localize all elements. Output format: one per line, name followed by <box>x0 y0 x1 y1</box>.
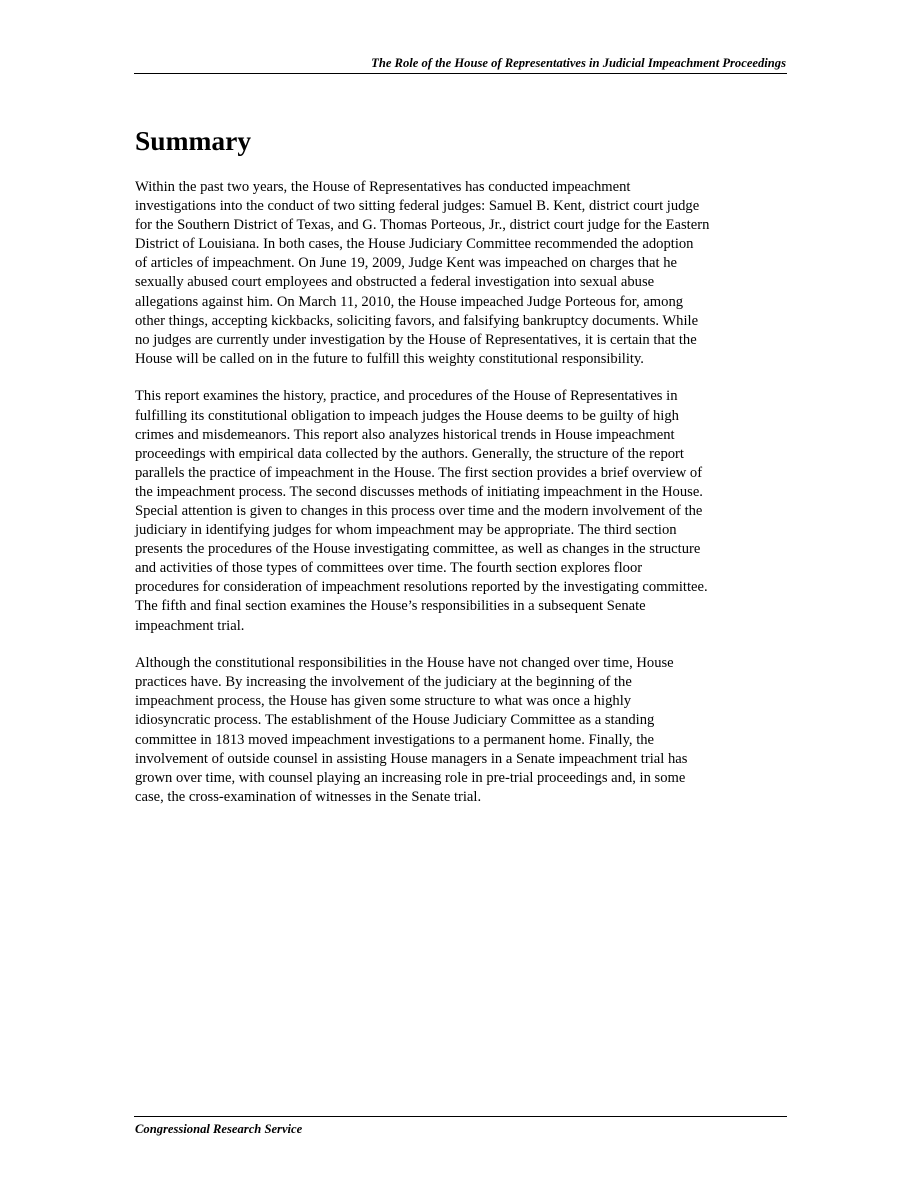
text-line: the impeachment process. The second discusses methods of initiating impeachment in the House. <box>135 483 703 500</box>
text-line: no judges are currently under investigation by the House of Representatives, it is certain that the <box>135 331 697 348</box>
paragraph-2 <box>135 387 795 635</box>
paragraph-3 <box>135 654 795 807</box>
text-line: parallels the practice of impeachment in the House. The first section provides a brief overview of <box>135 464 703 481</box>
text-line: District of Louisiana. In both cases, the House Judiciary Committee recommended the adoption <box>135 236 694 253</box>
text-line: sexually abused court employees and obstructed a federal investigation into sexual abuse <box>135 274 655 291</box>
text-line: practices have. By increasing the involvement of the judiciary at the beginning of the <box>135 674 632 691</box>
text-line: impeachment trial. <box>135 617 245 634</box>
text-line: fulfilling its constitutional obligation to impeach judges the House deems to be guilty of high <box>135 407 679 424</box>
text-line: allegations against him. On March 11, 2010, the House impeached Judge Porteous for, among <box>135 293 684 310</box>
footer-publisher: Congressional Research Service <box>135 1122 303 1136</box>
text-line: crimes and misdemeanors. This report also analyzes historical trends in House impeachment <box>135 426 675 443</box>
text-line: Special attention is given to changes in this process over time and the modern involvement of the <box>135 503 703 519</box>
running-footer <box>134 1116 787 1136</box>
text-line: judiciary in identifying judges for whom impeachment may be appropriate. The third section <box>135 522 677 539</box>
running-header-title: The Role of the House of Representatives in Judicial Impeachment Proceedings <box>371 56 786 70</box>
text-line: House will be called on in the future to fulfill this weighty constitutional responsibility. <box>135 350 644 367</box>
text-line: committee in 1813 moved impeachment investigations to a permanent home. Finally, the <box>135 731 655 748</box>
text-line: involvement of outside counsel in assisting House managers in a Senate impeachment trial has <box>135 750 688 767</box>
page-title: Summary <box>135 125 252 156</box>
text-line: investigations into the conduct of two sitting federal judges: Samuel B. Kent, district court judge <box>135 198 700 215</box>
text-line: Within the past two years, the House of Representatives has conducted impeachment <box>135 179 631 195</box>
text-line: of articles of impeachment. On June 19, 2009, Judge Kent was impeached on charges that he <box>135 255 677 272</box>
text-line: Although the constitutional responsibilities in the House have not changed over time, House <box>135 655 674 672</box>
text-line: This report examines the history, practice, and procedures of the House of Representatives in <box>135 388 678 405</box>
running-header <box>134 56 787 74</box>
text-line: proceedings with empirical data collected by the authors. Generally, the structure of the report <box>135 445 684 462</box>
text-line: and activities of those types of committees over time. The fourth section explores floor <box>135 560 643 577</box>
text-line: impeachment process, the House has given some structure to what was once a highly <box>135 693 632 710</box>
paragraph-1 <box>135 178 795 369</box>
text-line: case, the cross-examination of witnesses in the Senate trial. <box>135 788 482 805</box>
text-line: presents the procedures of the House investigating committee, as well as changes in the structure <box>135 541 701 558</box>
text-line: procedures for consideration of impeachment resolutions reported by the investigating committee. <box>135 579 708 596</box>
summary-body <box>135 178 795 825</box>
text-line: other things, accepting kickbacks, soliciting favors, and falsifying bankruptcy documents. While <box>135 312 699 329</box>
text-line: grown over time, with counsel playing an increasing role in pre-trial proceedings and, in some <box>135 769 686 786</box>
text-line: The fifth and final section examines the House’s responsibilities in a subsequent Senate <box>135 598 646 615</box>
text-line: idiosyncratic process. The establishment of the House Judiciary Committee as a standing <box>135 712 655 729</box>
text-line: for the Southern District of Texas, and G. Thomas Porteous, Jr., district court judge for the Eastern <box>135 217 710 234</box>
